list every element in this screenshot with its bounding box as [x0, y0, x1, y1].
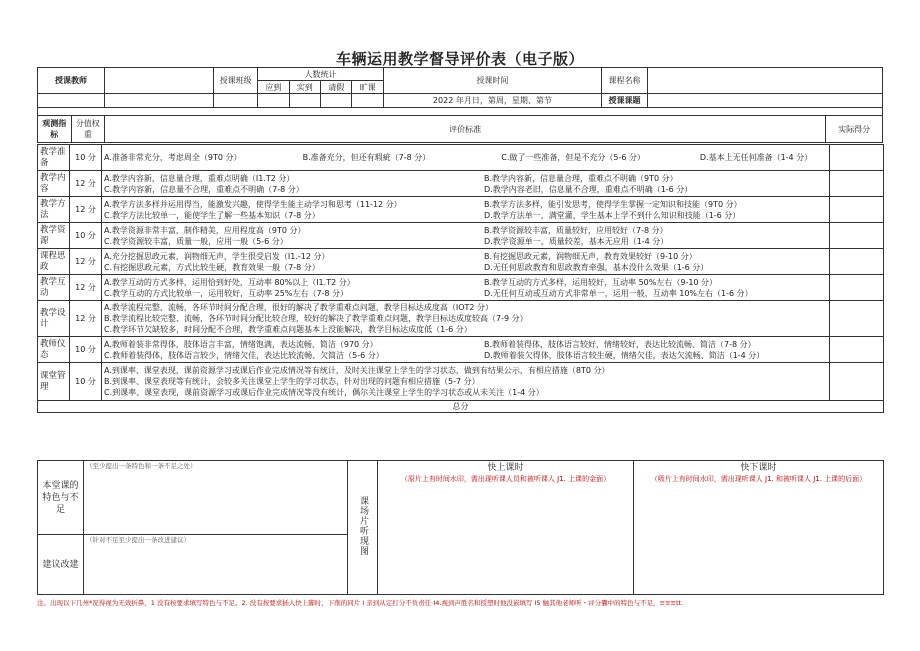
attendance-label: 人数统计 — [258, 68, 384, 81]
criteria-text — [102, 301, 830, 337]
photo-label: 课场片听现图 — [358, 496, 368, 556]
course-name-value[interactable] — [648, 68, 883, 94]
indicator-name: 教学方法 — [38, 197, 70, 223]
criteria-line — [104, 387, 827, 398]
indicator-name: 教学内容 — [38, 171, 70, 197]
criteria-text — [102, 223, 830, 249]
criteria-line — [104, 152, 827, 163]
criteria-option: A.充分挖掘思政元素，润物细无声，学生很受启发（I1.-12 分） — [104, 251, 330, 261]
criteria-text — [102, 145, 830, 171]
score-input[interactable] — [830, 337, 884, 363]
criteria-line — [104, 277, 827, 288]
att-value[interactable] — [258, 94, 289, 108]
criteria-option: D.教学内容老旧，信息量不合理，重难点不明确（1-6 分） — [484, 184, 693, 194]
criteria-option: D.基本上无任何准备（1-4 分） — [699, 153, 813, 162]
att-col: 旷课 — [352, 81, 383, 94]
criteria-option: A.教学方法多样并运用得当，能激发兴趣，使得学生能主动学习和思考（11-12 分） — [104, 199, 402, 209]
criteria-row — [38, 337, 884, 363]
indicator-weight: 12 分 — [70, 249, 102, 275]
criteria-row — [38, 301, 884, 337]
score-input[interactable] — [830, 197, 884, 223]
indicator-weight: 10 分 — [70, 337, 102, 363]
criteria-option: B.教学内容新，信息量合理，重难点不明确（9T0 分） — [484, 173, 678, 183]
indicator-name: 课程思政 — [38, 249, 70, 275]
criteria-option: A.教学资源非常丰富，制作精美，应用程度高（9T0 分） — [104, 225, 306, 235]
criteria-option: B.教学流程比较完整、流畅，各环节时间分配比较合理，较好的解决了教学重难点问题，教学目标达成度较高（7-9 分） — [104, 314, 528, 323]
criteria-row — [38, 197, 884, 223]
score-input[interactable] — [830, 275, 884, 301]
criteria-line — [104, 262, 827, 273]
criteria-option: A.准备非常充分，考虑周全（9T0 分） — [104, 153, 242, 162]
total-label: 总分 — [38, 401, 884, 413]
indicator-weight: 10 分 — [70, 223, 102, 249]
criteria-option: C.教师着装得体，肢体语言较少，情绪欠佳，表达比较流畅、欠简洁（5-6 分） — [104, 350, 384, 360]
class-blank-2[interactable] — [214, 94, 258, 108]
criteria-head: 评价标准 — [105, 116, 826, 143]
criteria-option: A.教师着装非常得体，肢体语言丰富，情绪饱满，表达流畅、简洁（970 分） — [104, 339, 378, 349]
criteria-option: C.教学互动的方式比较单一，运用较好，互动率 25%左右（7-8 分） — [104, 288, 349, 298]
criteria-option: B.教学互动的方式多样，运用较好，互动率 50%左右（9-10 分） — [484, 277, 718, 287]
criteria-line — [104, 376, 827, 387]
criteria-option: B.准备充分，但还有瑕疵（7-8 分） — [302, 153, 431, 162]
criteria-text — [102, 197, 830, 223]
class-label: 授课班级 — [214, 68, 258, 94]
att-value[interactable] — [320, 94, 351, 108]
criteria-text — [102, 171, 830, 197]
criteria-line — [104, 313, 827, 324]
criteria-option: D.教学方法单一，满堂灌，学生基本上学不到什么知识和技能（1-6 分） — [484, 210, 741, 220]
criteria-option: B.教学方法多样，能引发思考，使得学生掌握一定知识和技能（9T0 分） — [484, 199, 742, 209]
criteria-option: D.无任何思政教育和思政教育牵强，基本没什么效果（1-6 分） — [484, 262, 709, 272]
first-photo-note: （原片上有时间水印，需出现听课人员和被听课人 J1. 上课的金面） — [400, 475, 611, 483]
indicator-name: 教学准备 — [38, 145, 70, 171]
criteria-table — [37, 144, 884, 413]
score-input[interactable] — [830, 171, 884, 197]
topic-label: 授课课题 — [601, 94, 647, 108]
criteria-option: A.教学流程完整、流畅，各环节时间分配合理，很好的解决了教学重难点问题，教学目标达成度高（IOT2 分） — [104, 303, 494, 312]
criteria-line — [104, 173, 827, 184]
weight-head: 分值权重 — [71, 116, 105, 143]
suggest-hint: （针对不足至少提出一条改进建议） — [86, 536, 190, 544]
criteria-row — [38, 223, 884, 249]
indicator-name: 教学设计 — [38, 301, 70, 337]
teacher-value[interactable] — [105, 68, 214, 94]
indicator-weight: 12 分 — [70, 275, 102, 301]
criteria-line — [104, 302, 827, 313]
criteria-line — [104, 365, 827, 376]
criteria-line — [104, 339, 827, 350]
att-col: 请假 — [320, 81, 351, 94]
criteria-line — [104, 324, 827, 335]
spacer-row — [38, 108, 883, 116]
bottom-table — [37, 460, 884, 595]
criteria-text — [102, 275, 830, 301]
criteria-text — [102, 249, 830, 275]
indicator-weight: 10 分 — [70, 363, 102, 401]
score-input[interactable] — [830, 363, 884, 401]
criteria-option: A.到课率、课堂表现，课前资源学习或课后作业完成情况等有统计，及时关注课堂上学生的学习状态，做到有结果公示，有相应措施（8T0 分） — [104, 366, 610, 375]
criteria-row — [38, 145, 884, 171]
second-photo-title: 快下课时 — [740, 463, 777, 473]
features-label: 本堂课的特色与不足 — [38, 461, 84, 535]
indicator-weight: 10 分 — [70, 145, 102, 171]
suggest-area[interactable] — [84, 535, 348, 595]
second-photo-note: （吸片上有时间水印，需出现听课人 J1. 和被听课人 J1. 上课的后面） — [650, 475, 867, 483]
score-head: 实际得分 — [826, 116, 883, 143]
indicator-name: 教学互动 — [38, 275, 70, 301]
criteria-line — [104, 199, 827, 210]
criteria-option: C.教学内容新，信息量不合理，重难点不明确（7-8 分） — [104, 184, 304, 194]
criteria-line — [104, 210, 827, 221]
criteria-option: B.有挖掘思政元素，润物细无声，教育效果较好（9-10 分） — [484, 251, 697, 261]
criteria-option: D.无任何互动或互动方式非常单一，运用一般，互动率 10%左右（1-6 分） — [484, 288, 753, 298]
att-value[interactable] — [352, 94, 383, 108]
criteria-line — [104, 288, 827, 299]
criteria-option: C.教学资源较丰富，质量一般，应用一般（5-6 分） — [104, 236, 288, 246]
score-input[interactable] — [830, 223, 884, 249]
first-photo-cell[interactable] — [378, 461, 634, 595]
criteria-line — [104, 236, 827, 247]
indicator-weight: 12 分 — [70, 197, 102, 223]
features-hint: （至少提出一条特色和一条不足之处） — [86, 462, 197, 470]
criteria-option: D.教学资源单一，质量较差，基本无应用（1-4 分） — [484, 236, 669, 246]
criteria-row — [38, 171, 884, 197]
criteria-option: A.教学互动的方式多样，运用恰到好处，互动率 80%以上（I1.T2 分） — [104, 277, 355, 287]
indicator-head: 观测指标 — [38, 116, 72, 143]
time-label: 授课时间 — [383, 68, 601, 94]
teacher-label: 授课教师 — [38, 68, 105, 94]
criteria-option: B.教师着装得体，肢体语言较好，情绪较好，表达比较流畅、简洁（7-8 分） — [484, 339, 756, 349]
second-photo-cell[interactable] — [634, 461, 884, 595]
features-area[interactable] — [84, 461, 348, 535]
criteria-text — [102, 363, 830, 401]
time-value: 2022 年月日，第周，星期、第节 — [383, 94, 601, 108]
first-photo-title: 快上课时 — [487, 463, 524, 473]
class-blank[interactable] — [105, 94, 214, 108]
criteria-option: C.做了一些准备，但是不充分（5-6 分） — [501, 153, 645, 162]
att-col: 应到 — [258, 81, 289, 94]
criteria-row — [38, 275, 884, 301]
criteria-row — [38, 363, 884, 401]
suggest-label: 建议改建 — [38, 535, 84, 595]
indicator-weight: 12 分 — [70, 171, 102, 197]
criteria-option: A.教学内容新，信息量合理，重难点明确（I1.T2 分） — [104, 173, 295, 183]
course-name-label: 课程名称 — [601, 68, 647, 94]
criteria-option: C.到课率、课堂表现，课前资源学习或课后作业完成情况等没有统计，偶尔关注课堂上学生的学习状态或从未关注（1-4 分） — [104, 388, 544, 397]
teacher-blank[interactable] — [38, 94, 105, 108]
criteria-line — [104, 225, 827, 236]
indicator-name: 教学资源 — [38, 223, 70, 249]
criteria-line — [104, 350, 827, 361]
criteria-option: C.教学方法比较单一，能使学生了解一些基本知识（7-8 分） — [104, 210, 320, 220]
criteria-line — [104, 251, 827, 262]
indicator-name: 教师仪态 — [38, 337, 70, 363]
photo-label-cell — [348, 461, 378, 595]
indicator-weight: 12 分 — [70, 301, 102, 337]
criteria-option: B.教学资源较丰富，质量较好，应用较好（7-8 分） — [484, 225, 668, 235]
indicator-name: 课堂管理 — [38, 363, 70, 401]
criteria-option: C.有挖掘思政元素，方式比较生硬，教育效果一般（7-8 分） — [104, 262, 320, 272]
footnote: 注。出现以下几州*况得视为无效折鼻，1 没有按要求填写特色与不足。2. 没有按要求插入快上脚时，下削的同片 I 亲到从定打分不负责任 I4.视到声胜名和授塑时他没嵌填写 I5 触其他老师听・评分囊中的特色与不足，≡≡≡tt. — [37, 599, 684, 607]
att-value[interactable] — [289, 94, 320, 108]
criteria-line — [104, 184, 827, 195]
criteria-option: C.教学环节欠缺较多，时间分配不合理，教学重难点问题基本上没能解决，教学目标达成度低（1-6 分） — [104, 325, 472, 334]
score-input[interactable] — [830, 145, 884, 171]
page-title: 车辆运用教学督导评价表（电子版） — [335, 50, 584, 68]
criteria-option: B.到课率、课堂表现等有统计，会较多关注课堂上学生的学习状态，针对出现的问题有相应措施（5-7 分） — [104, 377, 480, 386]
topic-value[interactable] — [648, 94, 883, 108]
att-col: 实到 — [289, 81, 320, 94]
score-input[interactable] — [830, 249, 884, 275]
score-input[interactable] — [830, 301, 884, 337]
criteria-text — [102, 337, 830, 363]
criteria-option: D.教师着装欠得体，肢体语言较生硬，情绪欠佳，表达欠流畅、简洁（1-4 分） — [484, 350, 765, 360]
criteria-row — [38, 249, 884, 275]
evaluation-table — [37, 67, 883, 143]
